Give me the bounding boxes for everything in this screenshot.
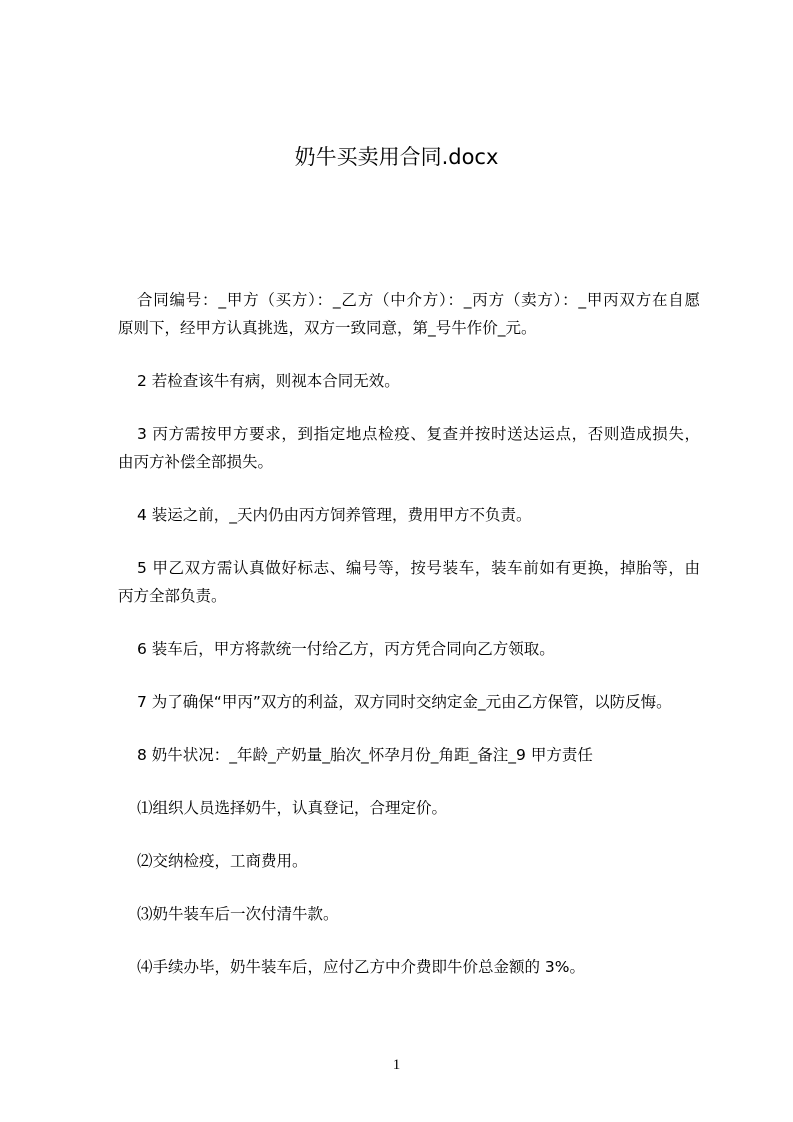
document-body bbox=[118, 286, 700, 1006]
paragraph-line: 2 若检查该牛有病，则视本合同无效。 bbox=[137, 372, 400, 390]
paragraph-clause-5 bbox=[118, 554, 700, 610]
paragraph-contract-intro bbox=[118, 286, 700, 342]
paragraph-line: 丙方全部负责。 bbox=[118, 587, 227, 605]
paragraph-line: 5 甲乙双方需认真做好标志、编号等，按号装车，装车前如有更换，掉胎等，由 bbox=[137, 559, 700, 577]
paragraph-duty-3 bbox=[118, 900, 700, 928]
paragraph-clause-6 bbox=[118, 635, 700, 663]
paragraph-line: 合同编号：_甲方（买方）：_乙方（中介方）：_丙方（卖方）：_甲丙双方在自愿 bbox=[137, 291, 700, 309]
paragraph-clause-8 bbox=[118, 741, 700, 769]
paragraph-line: 8 奶牛状况：_年龄_产奶量_胎次_怀孕月份_角距_备注_9 甲方责任 bbox=[137, 746, 593, 764]
paragraph-clause-3 bbox=[118, 420, 700, 476]
paragraph-line: 原则下，经甲方认真挑选，双方一致同意，第_号牛作价_元。 bbox=[118, 319, 537, 337]
paragraph-line: ⑷手续办毕，奶牛装车后，应付乙方中介费即牛价总金额的 3%。 bbox=[137, 958, 586, 976]
document-title: 奶牛买卖用合同.docx bbox=[294, 145, 499, 169]
paragraph-line: 7 为了确保“甲丙”双方的利益，双方同时交纳定金_元由乙方保管，以防反悔。 bbox=[137, 693, 672, 711]
paragraph-clause-2 bbox=[118, 367, 700, 395]
paragraph-duty-4 bbox=[118, 953, 700, 981]
paragraph-duty-1 bbox=[118, 794, 700, 822]
paragraph-line: ⑶奶牛装车后一次付清牛款。 bbox=[137, 905, 339, 923]
paragraph-line: ⑵交纳检疫，工商费用。 bbox=[137, 852, 308, 870]
paragraph-line: 3 丙方需按甲方要求，到指定地点检疫、复查并按时送达运点，否则造成损失， bbox=[137, 425, 700, 443]
paragraph-line: 4 装运之前，_天内仍由丙方饲养管理，费用甲方不负责。 bbox=[137, 506, 532, 524]
page-number: 1 bbox=[392, 1057, 401, 1073]
paragraph-clause-7 bbox=[118, 688, 700, 716]
paragraph-duty-2 bbox=[118, 847, 700, 875]
paragraph-clause-4 bbox=[118, 501, 700, 529]
paragraph-line: 由丙方补偿全部损失。 bbox=[118, 453, 274, 471]
paragraph-line: 6 装车后，甲方将款统一付给乙方，丙方凭合同向乙方领取。 bbox=[137, 640, 555, 658]
paragraph-line: ⑴组织人员选择奶牛，认真登记，合理定价。 bbox=[137, 799, 448, 817]
